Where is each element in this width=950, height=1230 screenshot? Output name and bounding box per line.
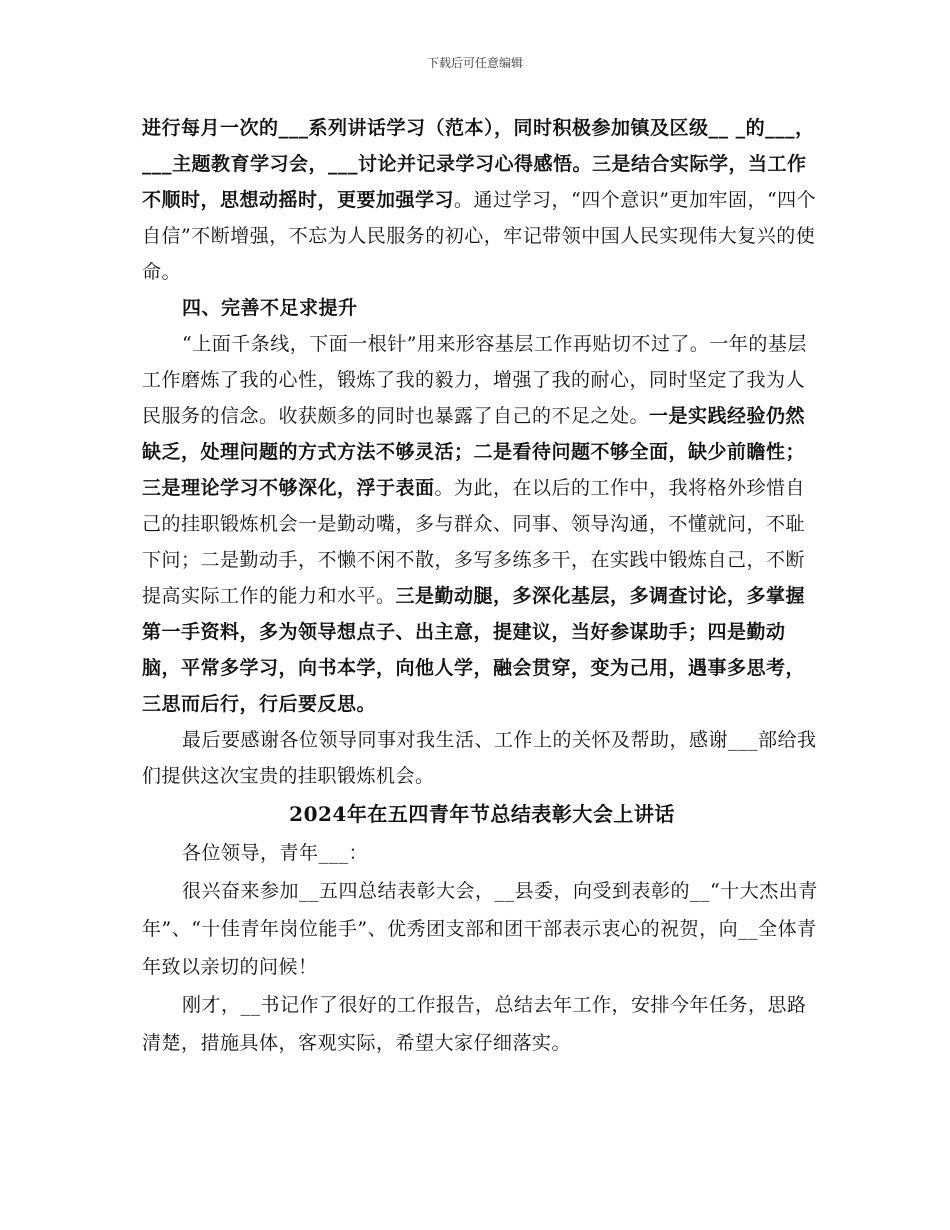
speech-greeting: 各位领导，青年___： xyxy=(182,842,369,864)
paragraph-improve-normal-2: 。为此，在以后的工作中，我将格外珍惜自己的挂职锻炼机会一是勤动嘴，多与群众、同事、领导沟通，不懂就问，不耻下问；二是勤动手，不懒不闲不散，多写多练多干，在实践中锻炼自己，不断提高实际工作的能力和水平。 xyxy=(142,477,806,607)
paragraph-improve-bold-2: 三是勤动腿，多深化基层，多调查讨论，多掌握第一手资料，多为领导想点子、出主意，提建议，当好参谋助手；四是勤动脑，平常多学习，向书本学，向他人学，融会贯穿，变为己用，遇事多思考，三思而后行，行后要反思。 xyxy=(142,585,806,715)
speech-title: 2024年在五四青年节总结表彰大会上讲话 xyxy=(289,802,675,826)
paragraph-improve-bold-1: 一是实践经验仍然缺乏，处理问题的方式方法不够灵活；二是看待问题不够全面，缺少前瞻性；三是理论学习不够深化，浮于表面 xyxy=(142,405,806,499)
speech-paragraph-2: 刚才，__书记作了很好的工作报告，总结去年工作，安排今年任务，思路清楚，措施具体，客观实际，希望大家仔细落实。 xyxy=(142,994,807,1054)
paragraph-improve-normal-1: “上面千条线，下面一根针”用来形容基层工作再贴切不过了。一年的基层工作磨炼了我的心性，锻炼了我的毅力，增强了我的耐心，同时坚定了我为人民服务的信念。收获颇多的同时也暴露了自己的不足之处。 xyxy=(142,333,807,427)
paragraph-study-normal: 。通过学习，“四个意识”更加牢固，“四个自信”不断增强，不忘为人民服务的初心，牢记带领中国人民实现伟大复兴的使命。 xyxy=(142,189,817,283)
speech-paragraph-1: 很兴奋来参加__五四总结表彰大会，__县委，向受到表彰的__“十大杰出青年”、“十佳青年岗位能手”、优秀团支部和团干部表示衷心的祝贺，向__全体青年致以亲切的问候！ xyxy=(142,880,818,978)
paragraph-thanks: 最后要感谢各位领导同事对我生活、工作上的关怀及帮助，感谢___部给我们提供这次宝贵的挂职锻炼机会。 xyxy=(142,729,817,787)
paragraph-study-bold: 进行每月一次的___系列讲话学习（范本），同时积极参加镇及区级__ _的___，___主题教育学习会，___讨论并记录学习心得感悟。三是结合实际学，当工作不顺时，思想动摇时，更要加强学习 xyxy=(142,117,815,211)
document-body xyxy=(142,110,822,1062)
page-header: 下载后可任意编辑 xyxy=(426,56,523,70)
paragraph-study xyxy=(142,110,822,290)
paragraph-improve xyxy=(142,326,822,722)
section-heading-improve: 四、完善不足求提升 xyxy=(182,297,358,319)
